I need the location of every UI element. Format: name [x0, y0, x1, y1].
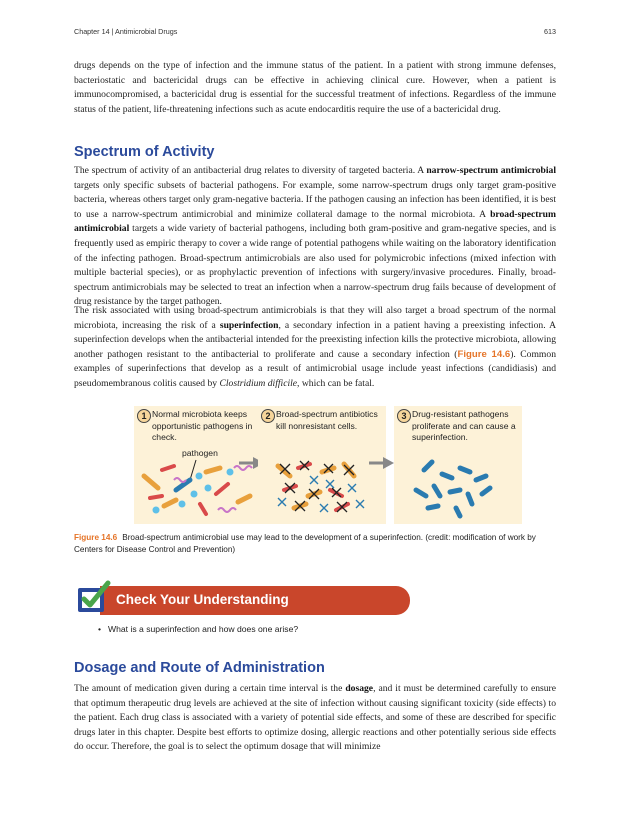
dosage-paragraph: The amount of medication given during a certain time interval is the dosage, and it must be determined carefully to ensure that optimum therapeutic drug levels are achieved at the site of infection without causing significant toxicity (side effects) to the patient. Each drug class is associated with a variety of potential side effects, and some of these are described for specific drugs later in this chapter. Despite best efforts to optimize dosing, allergic reactions and other potentially serious side effects do occur. Therefore, the goal is to select the optimum dosage that will minimize: [74, 683, 556, 753]
page-header: [74, 27, 556, 36]
panel-caption: Drug-resistant pathogens proliferate and can cause a superinfection.: [412, 409, 516, 442]
step-number-badge: 2: [261, 409, 275, 423]
term-dosage: dosage: [345, 683, 374, 694]
panel-caption: Normal microbiota keeps opportunistic pathogens in check.: [152, 409, 253, 442]
figure-panel-3: [394, 406, 522, 524]
figure-panel-2: [258, 406, 386, 524]
pathogen-label: pathogen: [182, 448, 218, 458]
organism-name: Clostridium difficile: [219, 377, 298, 389]
intro-paragraph: drugs depends on the type of infection and the immune status of the patient. In a patient with strong immune defenses, bacteriostatic and bactericidal drugs can be effective in achieving clinical cure. However, when a patient is immunocompromised, a bactericidal drug is essential for the successful treatment of infections. Regardless of the immune status of the patient, life-threatening infections such as acute endocarditis require the use of a bactericidal drug.: [74, 60, 556, 115]
spectrum-paragraph-2: The risk associated with using broad-spectrum antimicrobials is that they will also target a broad spectrum of the normal microbiota, increasing the risk of a superinfection, a secondary infection in a patient having a preexisting infection. A superinfection develops when the antibacterial intended for the preexisting infection kills the protective microbiota, allowing another pathogen resistant to the antibacterial to proliferate and cause a secondary infection (Figure 14.6). Common examples of superinfections that develop as a result of antimicrobial usage include yeast infections (candidiasis) and pseudomembranous colitis caused by Clostridium difficile, which can be fatal.: [74, 305, 557, 389]
superinfection-illustration: [394, 406, 522, 524]
checkbox-check-icon: [76, 580, 112, 616]
term-narrow-spectrum: narrow-spectrum antimicrobial: [426, 165, 556, 176]
list-item: • What is a superinfection and how does one arise?: [98, 624, 298, 634]
killed-microbiota-illustration: [258, 406, 386, 524]
spectrum-heading: Spectrum of Activity: [74, 144, 215, 160]
page-number: 613: [544, 27, 556, 36]
dosage-heading: Dosage and Route of Administration: [74, 660, 325, 676]
check-understanding-banner: [100, 586, 410, 615]
figure-label: Figure 14.6: [74, 533, 118, 542]
check-understanding-list: [98, 624, 298, 634]
spectrum-paragraph-1: The spectrum of activity of an antibacterial drug relates to diversity of targeted bacteria. A narrow-spectrum antimicrobial targets only specific subsets of bacterial pathogens. For example, some narrow-spectrum drugs only target gram-positive bacteria, whereas others target only gram-negative bacteria. If the pathogen causing an infection has been identified, it is best to use a narrow-spectrum antimicrobial and minimize collateral damage to the normal microbiota. A broad-spectrum antimicrobial targets a wide variety of bacterial pathogens, including both gram-positive and gram-negative species, and is frequently used as empiric therapy to cover a wide range of potential pathogens while waiting on the laboratory identification of the infecting pathogen. Broad-spectrum antimicrobials are also used for polymicrobic infections (mixed infection with multiple bacterial species), or as prophylactic prevention of infections with surgery/invasive procedures. Finally, broad-spectrum antimicrobials may be selected to treat an infection when a narrow-spectrum drug fails because of development of drug resistance by the target pathogen.: [74, 165, 556, 308]
panel-caption: Broad-spectrum antibiotics kill nonresistant cells.: [276, 409, 378, 431]
figure-link[interactable]: Figure 14.6: [457, 348, 511, 360]
chapter-title: Chapter 14 | Antimicrobial Drugs: [74, 27, 178, 36]
arrow-icon: [369, 456, 395, 470]
term-superinfection: superinfection: [219, 319, 279, 331]
step-number-badge: 3: [397, 409, 411, 423]
check-understanding-title: Check Your Understanding: [116, 592, 289, 607]
step-number-badge: 1: [137, 409, 151, 423]
figure-caption: Figure 14.6 Broad-spectrum antimicrobial use may lead to the development of a superinfection. (credit: modification of work by Centers for Disease Control and Prevention): [74, 533, 536, 554]
term-broad-spectrum: broad-spectrum antimicrobial: [74, 208, 556, 235]
